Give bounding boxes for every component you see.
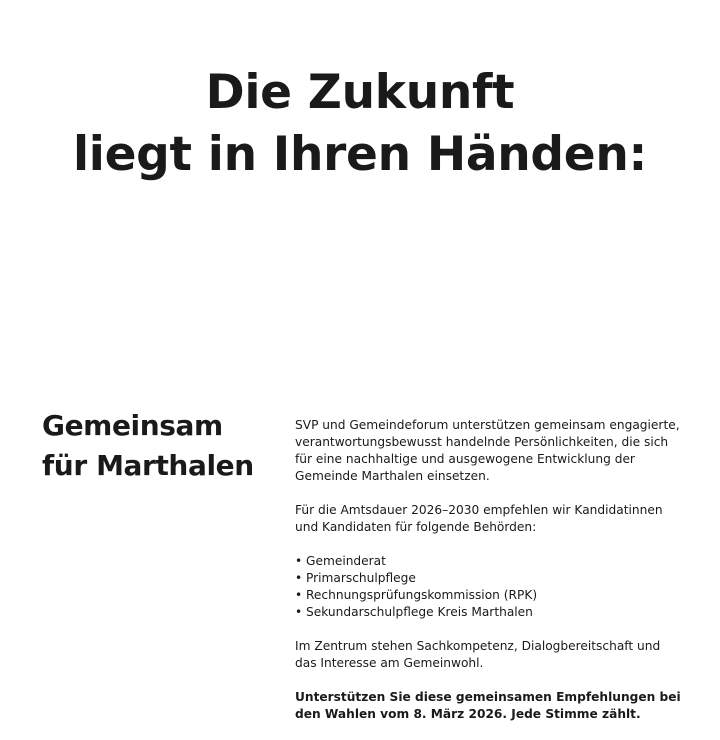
bullet-icon: • xyxy=(295,605,303,619)
bullet-icon: • xyxy=(295,554,303,568)
intro-line: SVP und Gemeindeforum unterstützen gemeinsam engagierte, xyxy=(295,418,680,432)
list-item xyxy=(295,604,705,621)
recommendation-line: und Kandidaten für folgende Behörden: xyxy=(295,520,537,534)
list-item xyxy=(295,587,705,604)
page-headline xyxy=(0,62,720,186)
focus-paragraph xyxy=(295,638,705,672)
section-title xyxy=(42,406,282,486)
bullet-icon: • xyxy=(295,588,303,602)
intro-line: verantwortungsbewusst handelnde Persönlichkeiten, die sich xyxy=(295,435,669,449)
authority-label: Sekundarschulpflege Kreis Marthalen xyxy=(306,605,533,619)
headline-line-1: Die Zukunft xyxy=(205,65,515,120)
intro-line: Gemeinde Marthalen einsetzen. xyxy=(295,469,490,483)
focus-line: Im Zentrum stehen Sachkompetenz, Dialogbereitschaft und xyxy=(295,639,661,653)
authority-label: Gemeinderat xyxy=(306,554,386,568)
list-item xyxy=(295,570,705,587)
cta-line: den Wahlen vom 8. März 2026. Jede Stimme zählt. xyxy=(295,707,641,721)
list-item xyxy=(295,553,705,570)
recommendation-line: Für die Amtsdauer 2026–2030 empfehlen wir Kandidatinnen xyxy=(295,503,663,517)
cta-line: Unterstützen Sie diese gemeinsamen Empfehlungen bei xyxy=(295,690,681,704)
section-title-line-1: Gemeinsam xyxy=(42,409,223,442)
intro-paragraph xyxy=(295,417,705,485)
call-to-action xyxy=(295,689,705,723)
authority-label: Primarschulpflege xyxy=(306,571,416,585)
focus-line: das Interesse am Gemeinwohl. xyxy=(295,656,484,670)
body-text-column xyxy=(295,417,705,740)
section-title-line-2: für Marthalen xyxy=(42,449,254,482)
recommendation-paragraph xyxy=(295,502,705,536)
authority-list xyxy=(295,553,705,621)
authority-label: Rechnungsprüfungskommission (RPK) xyxy=(306,588,538,602)
headline-line-2: liegt in Ihren Händen: xyxy=(72,127,647,182)
intro-line: für eine nachhaltige und ausgewogene Entwicklung der xyxy=(295,452,635,466)
bullet-icon: • xyxy=(295,571,303,585)
